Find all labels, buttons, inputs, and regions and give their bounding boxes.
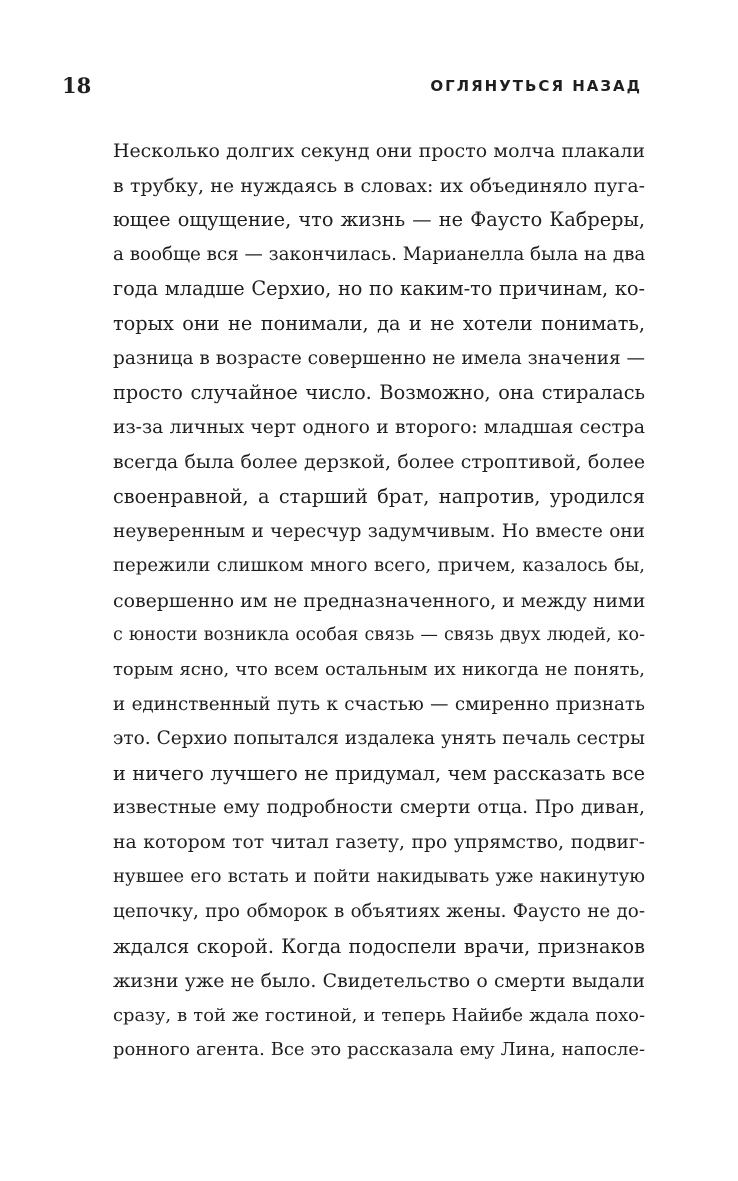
text-line: известные ему подробности смерти отца. Про диван, <box>113 797 645 819</box>
text-line: просто случайное число. Возможно, она стиралась <box>113 381 645 405</box>
text-line: своенравной, а старший брат, напротив, уродился <box>113 484 645 508</box>
text-line: жизни уже не было. Свидетельство о смерти выдали <box>113 970 645 993</box>
text-line: с юности возникла особая связь — связь двух людей, ко- <box>113 625 645 646</box>
text-line: цепочку, про обморок в объятиях жены. Фаусто не до- <box>113 901 645 923</box>
text-line: это. Серхио попытался издалека унять печаль сестры <box>113 728 645 750</box>
text-line: Несколько долгих секунд они просто молча плакали <box>113 140 645 162</box>
text-line: торых они не понимали, да и не хотели понимать, <box>113 311 645 335</box>
text-line: года младше Серхио, но по каким-то причинам, ко- <box>113 277 645 301</box>
text-line: в трубку, не нуждаясь в словах: их объединяло пуга- <box>113 174 645 197</box>
running-head: ОГЛЯНУТЬСЯ НАЗАД <box>430 77 642 95</box>
text-line: торым ясно, что всем остальным их никогда не понять, <box>113 658 645 680</box>
text-line: на котором тот читал газету, про упрямство, подвиг- <box>113 831 645 853</box>
text-line: совершенно им не предназначенного, и между ними <box>113 589 646 612</box>
page-number: 18 <box>62 73 92 98</box>
text-line: из-за личных черт одного и второго: младшая сестра <box>113 416 645 438</box>
text-line: ющее ощущение, что жизнь — не Фаусто Кабреры, <box>113 208 645 232</box>
text-line: всегда была более дерзкой, более строптивой, более <box>113 451 645 474</box>
text-line: ждался скорой. Когда подоспели врачи, признаков <box>113 934 645 958</box>
text-line: и ничего лучшего не придумал, чем рассказать все <box>113 761 645 785</box>
text-line: а вообще вся — закончилась. Марианелла была на два <box>113 243 646 265</box>
text-line: разница в возрасте совершенно не имела значения — <box>113 347 646 369</box>
text-line: пережили слишком много всего, причем, казалось бы, <box>113 555 645 577</box>
text-line: сразу, в той же гостиной, и теперь Найибе ждала похо- <box>113 1004 645 1026</box>
body-text <box>113 134 645 1068</box>
text-line: неуверенным и чересчур задумчивым. Но вместе они <box>113 520 645 542</box>
text-line: нувшее его встать и пойти накидывать уже накинутую <box>113 866 645 888</box>
text-line: и единственный путь к счастью — смиренно признать <box>113 693 645 715</box>
text-line: ронного агента. Все это рассказала ему Лина, напосле- <box>113 1039 645 1061</box>
